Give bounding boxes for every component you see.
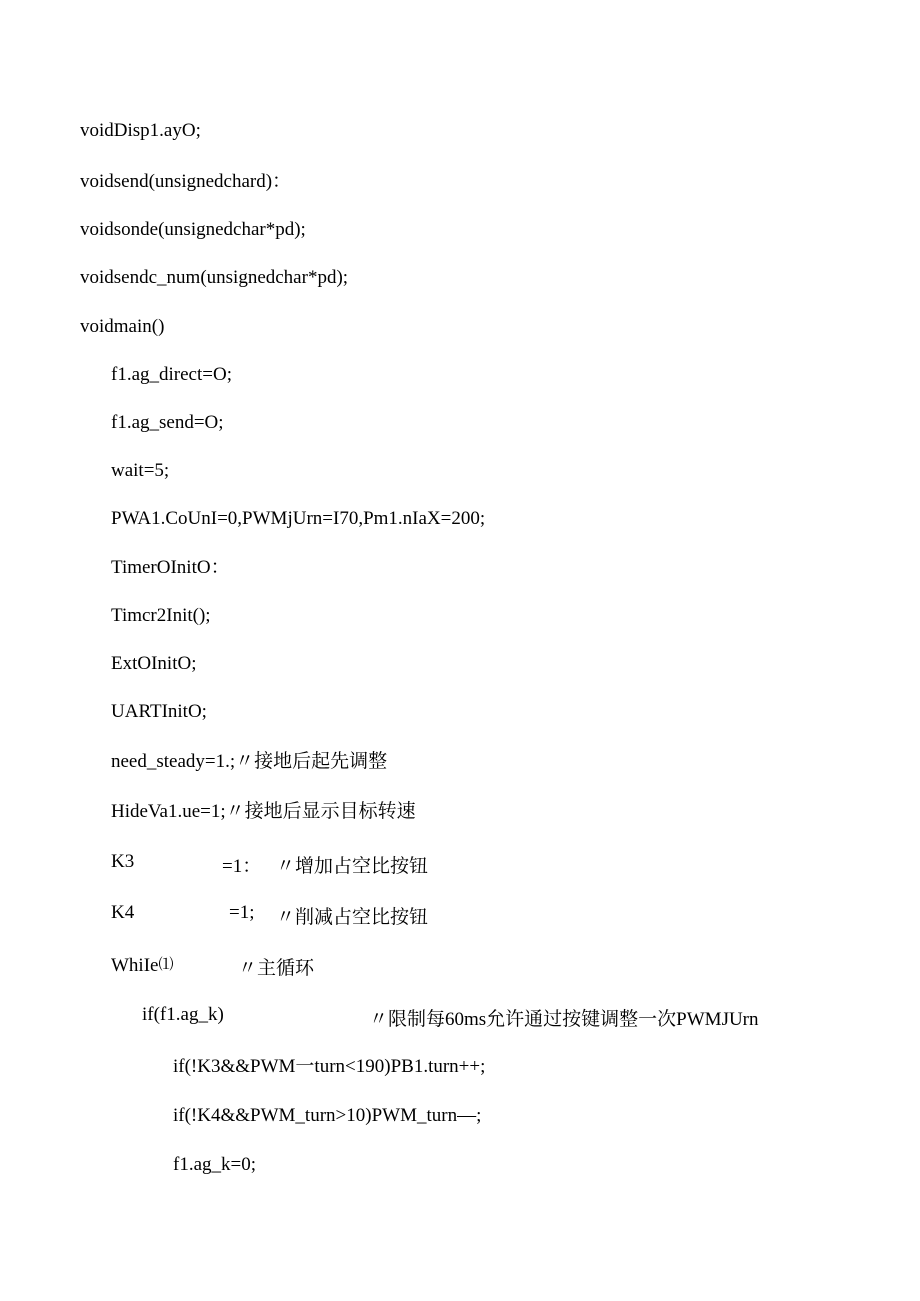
code-line: if(!K4&&PWM_turn>10)PWM_turn—; xyxy=(173,1105,482,1126)
while-keyword xyxy=(111,953,174,977)
code-line: voidDisp1.ayO; xyxy=(80,120,201,141)
code-line: HideVa1.ue=1;〃接地后显示目标转速 xyxy=(111,801,416,822)
code-line: f1.ag_direct=O; xyxy=(111,364,232,385)
k4-name: K4 xyxy=(111,902,135,923)
while-comment: 〃主循环 xyxy=(238,958,315,979)
code-line: TimerOInitO： xyxy=(111,557,230,578)
code-line: f1.ag_k=0; xyxy=(173,1154,257,1175)
k3-name: K3 xyxy=(111,851,135,872)
code-line: UARTInitO; xyxy=(111,701,207,722)
code-line: wait=5; xyxy=(111,460,170,481)
code-line: need_steady=1.;〃接地后起先调整 xyxy=(111,751,388,772)
code-line: PWA1.CoUnI=0,PWMjUrn=I70,Pm1.nIaX=200; xyxy=(111,508,486,529)
code-line: ExtOInitO; xyxy=(111,653,197,674)
while-keyword-text: WhiIe xyxy=(111,955,159,976)
while-arg: ⑴ xyxy=(158,957,174,973)
code-line: voidsendc_num(unsignedchar*pd); xyxy=(80,267,349,288)
code-line: Timcr2Init(); xyxy=(111,605,211,626)
k3-comment: 〃增加占空比按钮 xyxy=(276,856,429,877)
code-line: f1.ag_send=O; xyxy=(111,412,224,433)
code-line: if(!K3&&PWM一turn<190)PB1.turn++; xyxy=(173,1056,486,1077)
if-condition: if(f1.ag_k) xyxy=(142,1004,224,1025)
k4-value: =1; xyxy=(229,902,255,923)
if-comment: 〃限制每60ms允许通过按键调整一次PWMJUrn xyxy=(369,1009,759,1030)
k3-value: =1： xyxy=(222,856,262,877)
k4-comment: 〃削减占空比按钮 xyxy=(276,907,429,928)
code-line: voidsend(unsignedchard)： xyxy=(80,171,292,192)
code-line: voidmain() xyxy=(80,316,165,337)
code-line: voidsonde(unsignedchar*pd); xyxy=(80,219,306,240)
